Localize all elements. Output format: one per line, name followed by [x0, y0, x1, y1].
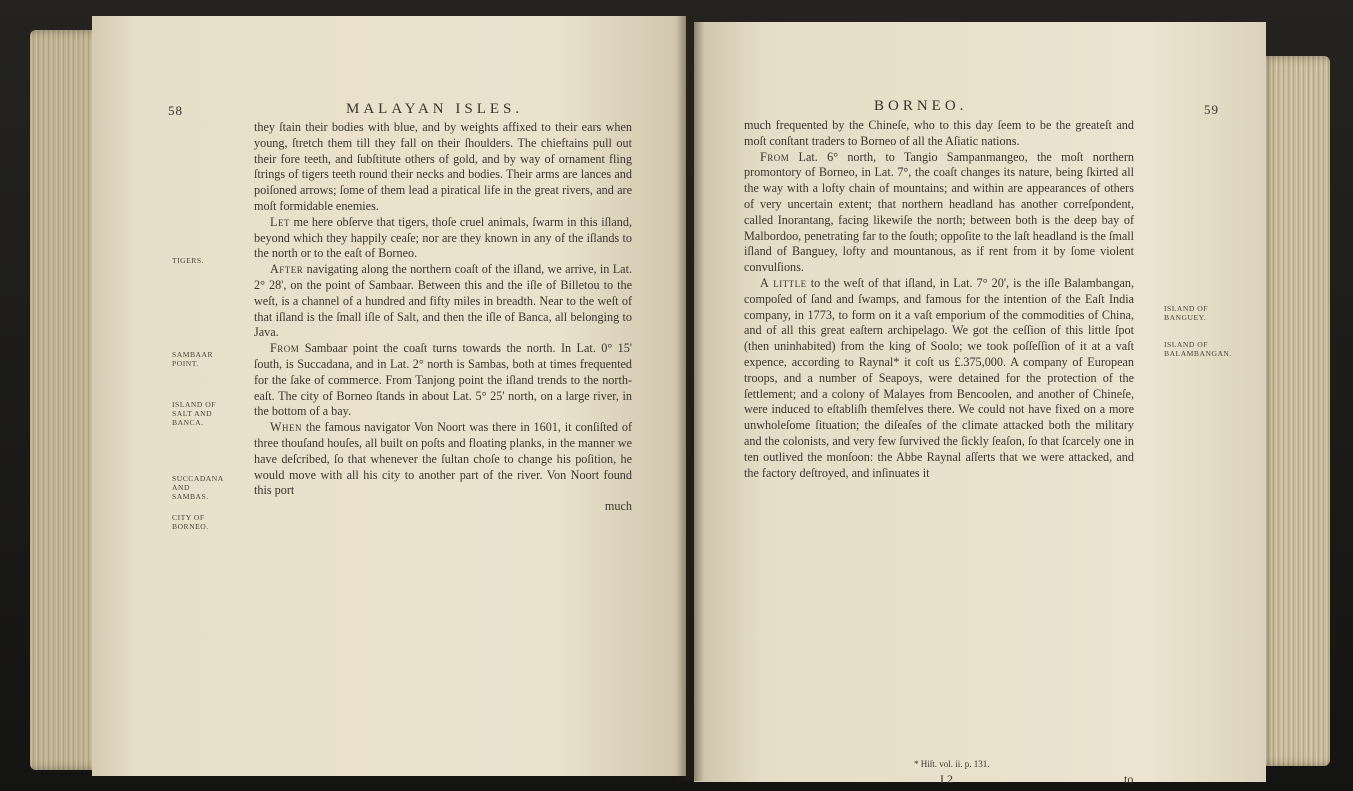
paragraph — [254, 262, 632, 341]
margin-note-banguey: ISLAND OF BANGUEY. — [1164, 304, 1208, 322]
lead-word: When — [270, 420, 302, 435]
paragraph-text: Lat. 6° north, to Tangio Sampanmangeo, the moſt northern promontory of Borneo, in Lat. 7°, the coaſt changes its nature, being ſkirted all the way with a lofty chain of mountains; and within are appearances of others of very uncertain extent; that northern headland has another correſpondent, called Inorantang, facing likewiſe the north; between both is the deep bay of Malbordoo, penetrating far to the ſouth; oppoſite to the laſt headland is the ſmall iſland of Banguey, lofty and mountanous, as if rent from it by ſome violent convulſions. — [744, 149, 1134, 275]
paragraph: much frequented by the Chineſe, who to this day ſeem to be the greateſt and moſt conſtant traders to Borneo of all the Aſiatic nations. — [744, 118, 1134, 148]
page-edges-right — [1260, 56, 1330, 766]
margin-note-balambangan: ISLAND OF BALAMBANGAN. — [1164, 340, 1232, 358]
right-page — [694, 22, 1266, 786]
paragraph — [254, 341, 632, 420]
paragraph — [254, 215, 632, 262]
lead-word: After — [270, 262, 304, 277]
page-number: 58 — [168, 103, 183, 118]
margin-note-city: CITY OF BORNEO. — [172, 513, 209, 531]
right-body-text — [744, 118, 1134, 481]
lead-word: From — [760, 149, 790, 164]
paragraph-text: navigating along the northern coaſt of the iſland, we arrive, in Lat. 2° 28', on the point of Sambaar. Between this and the iſle of Billetou to the weſt, is a channel of a hundred and fifty miles in breadth. Near to the weſt of that iſland is the ſmall iſle of Salt, and then the iſle of Banca, all belonging to Java. — [254, 262, 632, 340]
lead-word: A little — [760, 275, 807, 290]
margin-note-sambaar: SAMBAAR POINT. — [172, 350, 214, 368]
footnote: * Hiſt. vol. ii. p. 131. — [914, 759, 990, 769]
margin-note-tigers: TIGERS. — [172, 256, 204, 265]
page-number: 59 — [1204, 102, 1219, 117]
margin-note-succadana: SUCCADANA AND SAMBAS. — [172, 474, 224, 501]
signature-mark: I 2 — [940, 772, 953, 786]
paragraph — [744, 150, 1134, 276]
paragraph-text: to the weſt of that iſland, in Lat. 7° 20', is the iſle Balambangan, compoſed of ſand and ſwamps, and famous for the intention of the Eaſt India company, in 1773, to form on it a vaſt emporium of the commodities of China, and of all this great eaſtern archipelago. We got the ceſſion of this little ſpot (then uninhabited) from the king of Soolo; we took poſſeſſion of it at a vaſt expence, according to Raynal* it coſt us £.375,000. A company of European troops, and a number of Seapoys, were detained for the protection of the ſettlement; and a colony of Malayes from Bencoolen, and another of Chineſe, were induced to eſtabliſh themſelves there. We could not have fixed on a more unwholeſome ſituation; the diſeaſes of the climate attacked both the military and the colonists, and very few ſurvived the ſickly ſeaſon, ſo that ſcarcely one in ten outlived the monſoon: the Abbe Raynal aſſerts that we were attacked, and the factory deſtroyed, and inſinuates it — [744, 275, 1134, 480]
margin-note-salt-banca: ISLAND OF SALT AND BANCA. — [172, 400, 216, 427]
open-book — [30, 16, 1330, 786]
paragraph: they ſtain their bodies with blue, and by weights affixed to their ears when young, ſtretch them till they fall on their ſhoulders. The chieftains pull out their fore teeth, and ſubſtitute others of gold, and by way of ornament fling ſtrings of tigers teeth round their necks and bodies. Their arms are lances and poiſoned arrows; ſome of them lead a piratical life in the great rivers, and are moſt formidable enemies. — [254, 120, 632, 213]
lead-word: From — [270, 341, 300, 356]
left-body-text — [254, 120, 632, 515]
running-head: BORNEO. — [874, 98, 968, 114]
catchword: much — [604, 499, 632, 514]
paragraph-text: me here obſerve that tigers, thoſe cruel animals, ſwarm in this iſland, beyond which they happily ceaſe; nor are they known in any of the iſlands to the north or to the eaſt of Borneo. — [254, 214, 632, 261]
lead-word: Let — [270, 214, 290, 229]
left-page — [92, 16, 686, 776]
catchword: to — [1124, 772, 1134, 786]
book-gutter — [676, 16, 704, 781]
paragraph-text: Sambaar point the coaſt turns towards the north. In Lat. 0° 15' ſouth, is Succadana, and in Lat. 2° north is Sambas, both at times frequented for the ſake of commerce. From Tanjong point the iſland trends to the north-eaſt. The city of Borneo ſtands in about Lat. 5° 25' north, on a large river, in the bottom of a bay. — [254, 341, 632, 419]
paragraph — [744, 276, 1134, 481]
paragraph — [254, 420, 632, 499]
running-head: MALAYAN ISLES. — [346, 101, 524, 117]
paragraph-text: the famous navigator Von Noort was there in 1601, it conſiſted of three thouſand houſes, all built on poſts and floating planks, in the manner we have deſcribed, ſo that whenever the ſultan choſe to change his poſition, he would move with all his city to another part of the river. Von Noort found this port — [254, 420, 632, 498]
